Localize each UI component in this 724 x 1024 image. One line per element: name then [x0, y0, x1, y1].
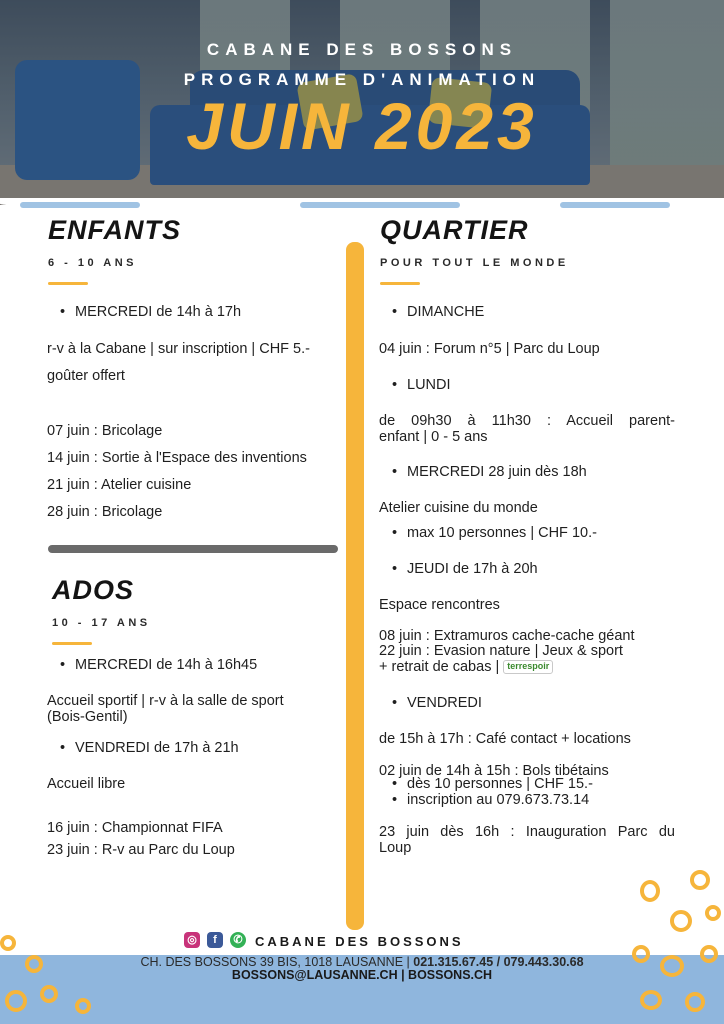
terrespoir-logo: terrespoir: [503, 660, 553, 674]
brush-stroke: [20, 202, 140, 208]
address-text: CH. DES BOSSONS 39 BIS, 1018 LAUSANNE |: [140, 955, 410, 969]
section-ados: [52, 573, 342, 645]
list-item: • LUNDI: [380, 376, 451, 395]
section-enfants: [48, 213, 338, 285]
brush-stroke: [560, 202, 670, 208]
date-item: 28 juin : Bricolage: [47, 504, 163, 520]
list-item: • VENDREDI: [380, 694, 482, 713]
info-text: 22 juin : Evasion nature | Jeux & sport: [379, 643, 623, 659]
brush-stroke: [300, 202, 460, 208]
section-quartier: [380, 213, 680, 285]
section-title: ADOS: [52, 575, 135, 605]
footer-address: [0, 955, 724, 969]
decor-circle: [670, 910, 692, 932]
section-title: QUARTIER: [380, 215, 529, 245]
footer-name: CABANE DES BOSSONS: [255, 934, 464, 949]
section-subtitle: POUR TOUT LE MONDE: [380, 257, 569, 270]
instagram-icon[interactable]: ◎: [184, 932, 200, 948]
info-text: r-v à la Cabane | sur inscription | CHF 5.-: [47, 341, 310, 357]
column-divider: [346, 242, 364, 930]
date-item: 07 juin : Bricolage: [47, 423, 163, 439]
accent-dash: [52, 642, 92, 645]
decor-circle: [0, 935, 16, 951]
info-text: Accueil sportif | r-v à la salle de sport: [47, 693, 284, 709]
info-text: [379, 658, 553, 677]
header-title-line2: PROGRAMME D'ANIMATION: [183, 70, 541, 89]
facebook-icon[interactable]: f: [207, 932, 223, 948]
info-text: enfant | 0 - 5 ans: [379, 429, 488, 445]
decor-circle: [40, 985, 58, 1003]
list-item: • inscription au 079.673.73.14: [380, 793, 589, 808]
info-text-part: + retrait de cabas |: [379, 659, 500, 675]
info-text: 08 juin : Extramuros cache-cache géant: [379, 628, 635, 644]
list-item: • max 10 personnes | CHF 10.-: [380, 524, 597, 543]
info-text: goûter offert: [47, 368, 125, 384]
info-text: de 15h à 17h : Café contact + locations: [379, 731, 631, 747]
info-text: Atelier cuisine du monde: [379, 500, 538, 516]
date-item: 23 juin : R-v au Parc du Loup: [47, 842, 235, 858]
info-text: de 09h30 à 11h30 : Accueil parent-: [379, 413, 675, 429]
list-item: • dès 10 personnes | CHF 15.-: [380, 777, 593, 792]
list-item: • MERCREDI de 14h à 16h45: [48, 656, 257, 675]
header-month: JUIN 2023: [186, 89, 538, 163]
date-item: 14 juin : Sortie à l'Espace des inventions: [47, 450, 307, 466]
date-item: 16 juin : Championnat FIFA: [47, 820, 223, 836]
footer-contact-links[interactable]: BOSSONS@LAUSANNE.CH | BOSSONS.CH: [231, 968, 493, 982]
info-text: 04 juin : Forum n°5 | Parc du Loup: [379, 341, 600, 357]
info-text: Espace rencontres: [379, 597, 500, 613]
header-banner: [0, 0, 724, 205]
info-text: Accueil libre: [47, 776, 126, 792]
info-text: 02 juin de 14h à 15h : Bols tibétains: [379, 763, 609, 779]
list-item: • MERCREDI 28 juin dès 18h: [380, 463, 587, 482]
phone-numbers[interactable]: 021.315.67.45 / 079.443.30.68: [413, 955, 584, 969]
decor-circle: [640, 990, 662, 1010]
decor-circle: [75, 998, 91, 1014]
list-item: • JEUDI de 17h à 20h: [380, 560, 538, 579]
date-item: 21 juin : Atelier cuisine: [47, 477, 192, 493]
info-text: 23 juin dès 16h : Inauguration Parc du: [379, 824, 675, 840]
decor-circle: [690, 870, 710, 890]
list-item: • DIMANCHE: [380, 303, 484, 322]
decor-circle: [640, 880, 660, 902]
whatsapp-icon[interactable]: ✆: [230, 932, 246, 948]
decor-circle: [705, 905, 721, 921]
section-title: ENFANTS: [48, 215, 182, 245]
list-item: • VENDREDI de 17h à 21h: [48, 739, 239, 758]
accent-dash: [48, 282, 88, 285]
decor-circle: [5, 990, 27, 1012]
list-item: • MERCREDI de 14h à 17h: [48, 303, 241, 322]
decor-circle: [685, 992, 705, 1012]
section-subtitle: 6 - 10 ANS: [48, 257, 138, 270]
section-separator: [48, 545, 338, 553]
info-text: Loup: [379, 840, 412, 856]
info-text: (Bois-Gentil): [47, 709, 128, 725]
accent-dash: [380, 282, 420, 285]
header-title-line1: CABANE DES BOSSONS: [206, 40, 518, 59]
section-subtitle: 10 - 17 ANS: [52, 617, 151, 630]
